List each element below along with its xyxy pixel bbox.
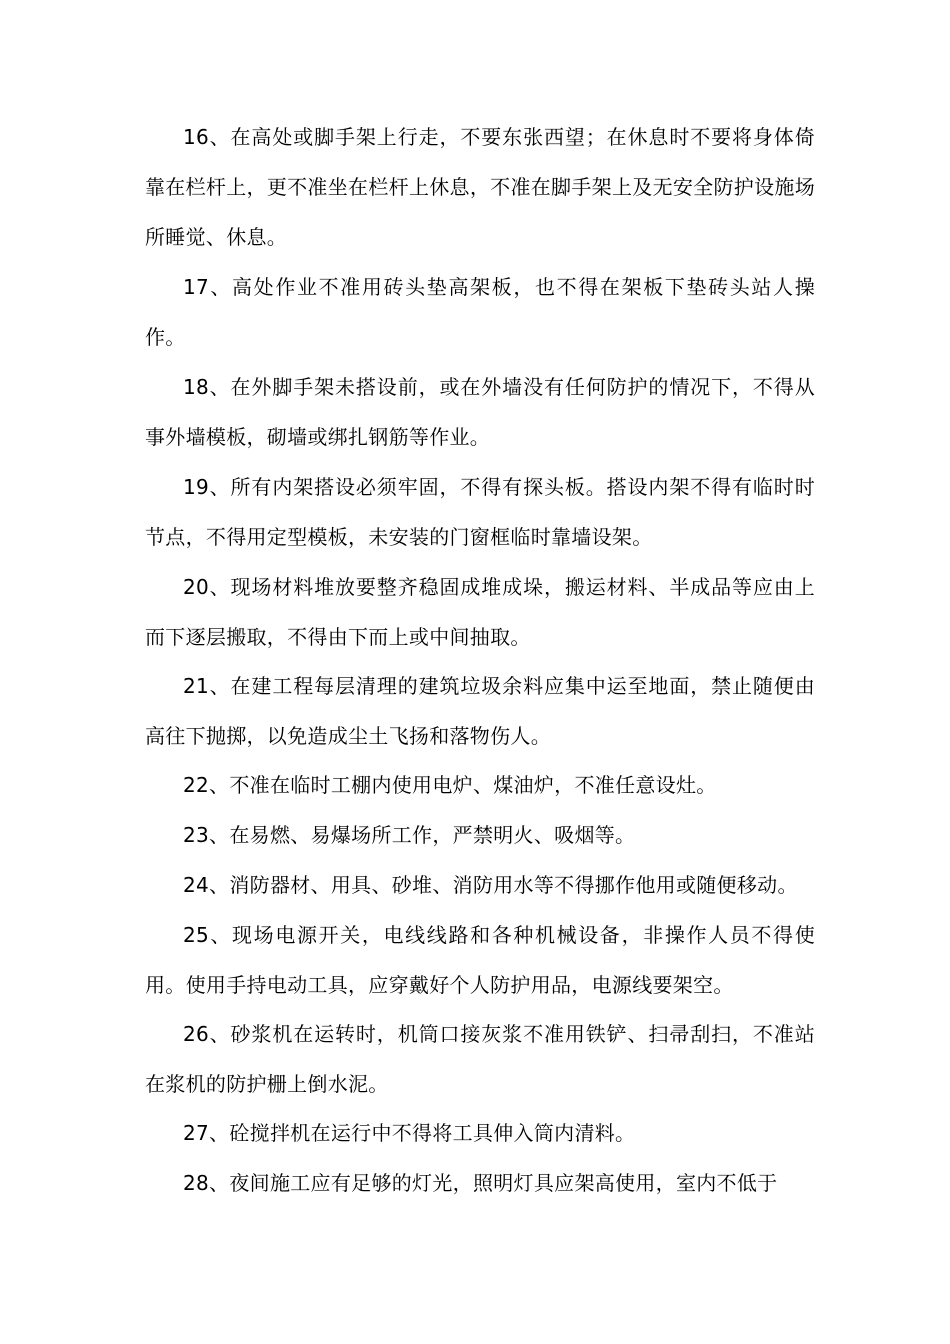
paragraph-23: 23、在易燃、易爆场所工作，严禁明火、吸烟等。 (183, 823, 636, 847)
paragraph-20: 20、现场材料堆放要整齐稳固成堆成垛，搬运材料、半成品等应由上而下逐层搬取，不得由下而上或中间抽取。 (145, 575, 815, 649)
paragraph-27: 27、砼搅拌机在运行中不得将工具伸入筒内清料。 (183, 1121, 636, 1145)
paragraph-19: 19、所有内架搭设必须牢固，不得有探头板。搭设内架不得有临时时节点，不得用定型模板，未安装的门窗框临时靠墙设架。 (145, 475, 815, 549)
paragraph-17: 17、高处作业不准用砖头垫高架板，也不得在架板下垫砖头站人操作。 (145, 275, 815, 349)
paragraph-26: 26、砂浆机在运转时，机筒口接灰浆不准用铁铲、扫帚刮扫，不准站在浆机的防护栅上倒水泥。 (145, 1022, 815, 1096)
paragraph-22: 22、不准在临时工棚内使用电炉、煤油炉，不准任意设灶。 (183, 773, 717, 797)
paragraph-25: 25、现场电源开关，电线线路和各种机械设备，非操作人员不得使用。使用手持电动工具，应穿戴好个人防护用品，电源线要架空。 (145, 923, 815, 997)
paragraph-24: 24、消防器材、用具、砂堆、消防用水等不得挪作他用或随便移动。 (183, 873, 798, 897)
paragraph-18: 18、在外脚手架未搭设前，或在外墙没有任何防护的情况下，不得从事外墙模板，砌墙或绑扎钢筋等作业。 (145, 375, 815, 449)
paragraph-16: 16、在高处或脚手架上行走，不要东张西望；在休息时不要将身体倚靠在栏杆上，更不准坐在栏杆上休息，不准在脚手架上及无安全防护设施场所睡觉、休息。 (145, 125, 815, 249)
paragraph-21: 21、在建工程每层清理的建筑垃圾余料应集中运至地面，禁止随便由高往下抛掷，以免造成尘土飞扬和落物伤人。 (145, 674, 815, 748)
paragraph-28: 28、夜间施工应有足够的灯光，照明灯具应架高使用，室内不低于 (183, 1171, 778, 1195)
